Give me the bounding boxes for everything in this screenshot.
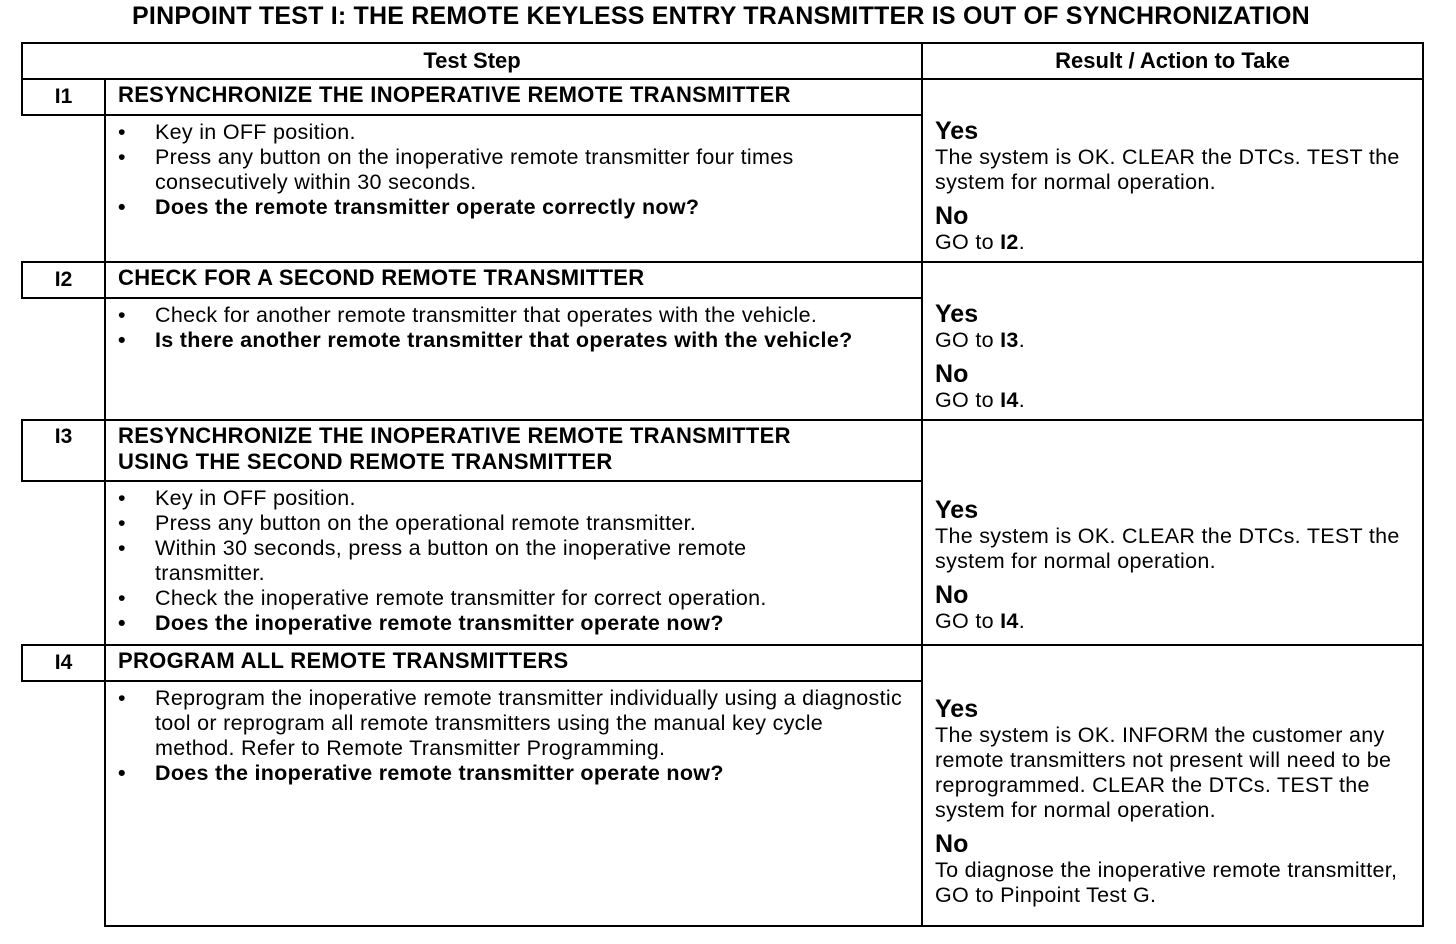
no-label: No (935, 202, 969, 230)
step-result (922, 79, 1423, 262)
step-question: • Does the remote transmitter operate correctly now? (118, 195, 909, 220)
step-id: I3 (22, 420, 105, 481)
step-body (105, 481, 922, 645)
header-test-step: Test Step (22, 43, 922, 79)
instruction-item: • Press any button on the inoperative remote transmitter four times consecutively within 30 seconds. (118, 145, 909, 195)
step-question: • Does the inoperative remote transmitter operate now? (118, 611, 909, 636)
step-question: • Is there another remote transmitter that operates with the vehicle? (118, 328, 909, 353)
step-title-line: RESYNCHRONIZE THE INOPERATIVE REMOTE TRANSMITTER (118, 423, 791, 448)
instruction-item: • Check for another remote transmitter that operates with the vehicle. (118, 303, 909, 328)
pinpoint-test-table (21, 42, 1424, 927)
step-question: • Does the inoperative remote transmitter operate now? (118, 761, 909, 786)
step-id: I4 (22, 645, 105, 681)
step-id: I2 (22, 262, 105, 298)
no-label: No (935, 829, 969, 858)
instruction-item: • Within 30 seconds, press a button on the inoperative remote transmitter. (118, 536, 909, 586)
step-instructions (118, 303, 909, 353)
step-result (922, 262, 1423, 420)
yes-label: Yes (935, 117, 979, 145)
step-i3-title-row (22, 420, 1423, 481)
yes-label: Yes (935, 496, 979, 524)
instruction-item: • Reprogram the inoperative remote transmitter individually using a diagnostic tool or reprogram all remote transmitters using the manual key cycle method. Refer to Remote Transmitter Programming. (118, 686, 909, 761)
no-label: No (935, 581, 969, 609)
step-body (105, 298, 922, 420)
step-instructions (118, 486, 909, 636)
header-result-action: Result / Action to Take (922, 43, 1423, 79)
step-instructions (118, 120, 909, 220)
instruction-item: • Key in OFF position. (118, 486, 909, 511)
instruction-item: • Press any button on the operational remote transmitter. (118, 511, 909, 536)
page-title: PINPOINT TEST I: THE REMOTE KEYLESS ENTRY TRANSMITTER IS OUT OF SYNCHRONIZATION (132, 2, 1310, 30)
no-label: No (935, 360, 969, 388)
step-i4-title-row (22, 645, 1423, 681)
no-text: GO to I2. (935, 230, 1025, 254)
step-title (105, 420, 922, 481)
yes-label: Yes (935, 694, 979, 723)
step-title: PROGRAM ALL REMOTE TRANSMITTERS (105, 645, 922, 681)
no-text: To diagnose the inoperative remote transmitter, GO to Pinpoint Test G. (935, 857, 1398, 907)
instruction-item: • Check the inoperative remote transmitter for correct operation. (118, 586, 909, 611)
step-title-line: USING THE SECOND REMOTE TRANSMITTER (118, 449, 613, 474)
yes-text: The system is OK. INFORM the customer any remote transmitters not present will need to be reprogrammed. CLEAR the DTCs. TEST the system for normal operation. (935, 722, 1392, 822)
table-header-row (22, 43, 1423, 79)
step-result (922, 420, 1423, 645)
step-id: I1 (22, 79, 105, 115)
step-i1-title-row (22, 79, 1423, 115)
step-i2-title-row (22, 262, 1423, 298)
step-title: RESYNCHRONIZE THE INOPERATIVE REMOTE TRANSMITTER (105, 79, 922, 115)
step-instructions (118, 686, 909, 786)
yes-label: Yes (935, 300, 979, 328)
no-text: GO to I4. (935, 609, 1025, 633)
no-text: GO to I4. (935, 388, 1025, 412)
yes-text: The system is OK. CLEAR the DTCs. TEST the system for normal operation. (935, 524, 1400, 573)
step-body (105, 115, 922, 262)
yes-text: GO to I3. (935, 328, 1025, 352)
yes-text: The system is OK. CLEAR the DTCs. TEST the system for normal operation. (935, 145, 1400, 194)
step-result (922, 645, 1423, 926)
instruction-item: • Key in OFF position. (118, 120, 909, 145)
step-title: CHECK FOR A SECOND REMOTE TRANSMITTER (105, 262, 922, 298)
step-body (105, 681, 922, 926)
